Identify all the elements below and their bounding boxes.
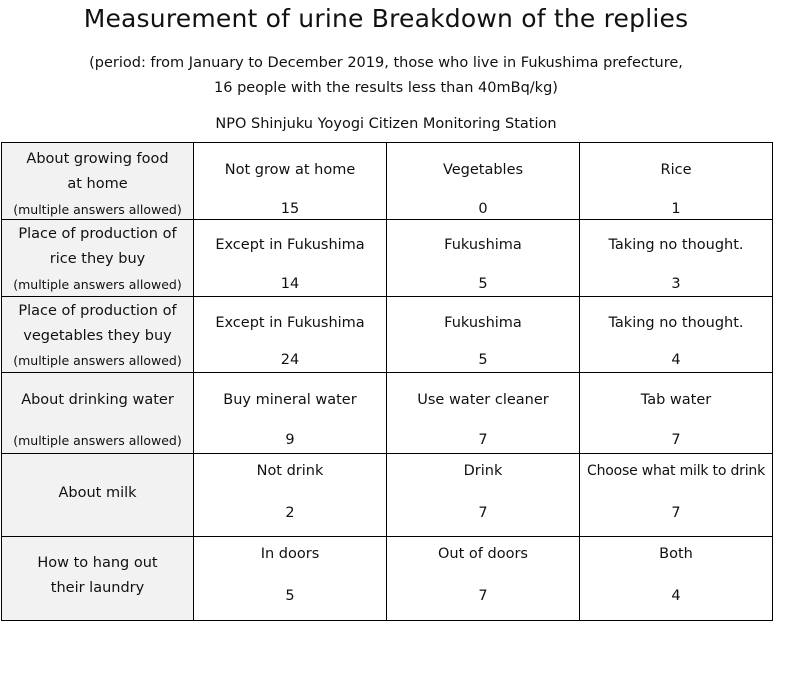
question-cell xyxy=(2,454,194,537)
multiple-answers-note: (multiple answers allowed) xyxy=(13,202,182,217)
table-row xyxy=(2,297,773,373)
answer-cell xyxy=(580,143,773,220)
answer-cell xyxy=(387,454,580,537)
answer-count: 1 xyxy=(671,201,681,217)
question-line: their laundry xyxy=(50,580,145,596)
answer-label: Fukushima xyxy=(444,315,522,331)
subtitle-line-1: (period: from January to December 2019, those who live in Fukushima prefecture, xyxy=(89,55,683,71)
question-cell xyxy=(2,537,194,621)
answer-count: 5 xyxy=(285,588,295,604)
answer-cell xyxy=(194,220,387,297)
table-row xyxy=(2,454,773,537)
table-row xyxy=(2,537,773,621)
answer-label: Not drink xyxy=(256,463,324,479)
answer-label: Tab water xyxy=(640,392,712,408)
answer-label: Taking no thought. xyxy=(608,315,744,331)
answer-count: 7 xyxy=(671,432,681,448)
answer-count: 4 xyxy=(671,352,681,368)
answer-label: Except in Fukushima xyxy=(215,237,365,253)
question-line: Place of production of xyxy=(18,226,177,242)
answer-cell xyxy=(387,373,580,454)
answer-cell xyxy=(387,297,580,373)
answer-cell xyxy=(580,297,773,373)
answer-count: 0 xyxy=(478,201,488,217)
answer-count: 9 xyxy=(285,432,295,448)
answer-count: 24 xyxy=(280,352,300,368)
answer-count: 14 xyxy=(280,276,300,292)
answer-label: Taking no thought. xyxy=(608,237,744,253)
question-cell xyxy=(2,373,194,454)
answer-cell xyxy=(194,537,387,621)
answer-count: 15 xyxy=(280,201,300,217)
question-line: About milk xyxy=(58,485,137,501)
question-line: Place of production of xyxy=(18,303,177,319)
multiple-answers-note: (multiple answers allowed) xyxy=(13,353,182,368)
answer-label: In doors xyxy=(260,546,320,562)
question-cell xyxy=(2,143,194,220)
answer-label: Not grow at home xyxy=(224,162,356,178)
question-line: How to hang out xyxy=(37,555,158,571)
answer-cell xyxy=(194,143,387,220)
answer-label: Vegetables xyxy=(442,162,524,178)
answer-count: 4 xyxy=(671,588,681,604)
table-row xyxy=(2,220,773,297)
answer-label: Buy mineral water xyxy=(223,392,357,408)
answer-cell xyxy=(387,143,580,220)
question-cell xyxy=(2,297,194,373)
answer-cell xyxy=(387,537,580,621)
answer-count: 3 xyxy=(671,276,681,292)
question-line: About growing food xyxy=(26,151,169,167)
answer-cell xyxy=(194,373,387,454)
table-row xyxy=(2,373,773,454)
answer-label: Choose what milk to drink xyxy=(587,463,765,479)
page-title: Measurement of urine Breakdown of the replies xyxy=(83,4,689,33)
multiple-answers-note: (multiple answers allowed) xyxy=(13,433,182,448)
answer-count: 7 xyxy=(478,588,488,604)
question-line: rice they buy xyxy=(49,251,146,267)
answer-label: Out of doors xyxy=(438,546,528,562)
question-line: About drinking water xyxy=(21,392,174,408)
multiple-answers-note: (multiple answers allowed) xyxy=(13,277,182,292)
organization-name: NPO Shinjuku Yoyogi Citizen Monitoring Station xyxy=(215,116,557,132)
answer-cell xyxy=(194,297,387,373)
question-line: at home xyxy=(67,176,128,192)
table-row xyxy=(2,143,773,220)
answer-count: 7 xyxy=(671,505,681,521)
answer-label: Fukushima xyxy=(444,237,522,253)
answer-label: Both xyxy=(659,546,693,562)
answer-count: 2 xyxy=(285,505,295,521)
answer-cell xyxy=(194,454,387,537)
answer-label: Rice xyxy=(660,162,692,178)
answer-count: 5 xyxy=(478,276,488,292)
answer-count: 5 xyxy=(478,352,488,368)
answer-label: Except in Fukushima xyxy=(215,315,365,331)
answer-cell xyxy=(580,537,773,621)
question-line: vegetables they buy xyxy=(23,328,172,344)
question-cell xyxy=(2,220,194,297)
answer-label: Use water cleaner xyxy=(417,392,549,408)
answer-count: 7 xyxy=(478,505,488,521)
answer-label: Drink xyxy=(463,463,503,479)
subtitle-line-2: 16 people with the results less than 40mBq/kg) xyxy=(214,80,558,96)
answer-count: 7 xyxy=(478,432,488,448)
answer-cell xyxy=(580,454,773,537)
answer-cell xyxy=(580,220,773,297)
answer-cell xyxy=(580,373,773,454)
answer-cell xyxy=(387,220,580,297)
replies-table xyxy=(1,142,773,621)
